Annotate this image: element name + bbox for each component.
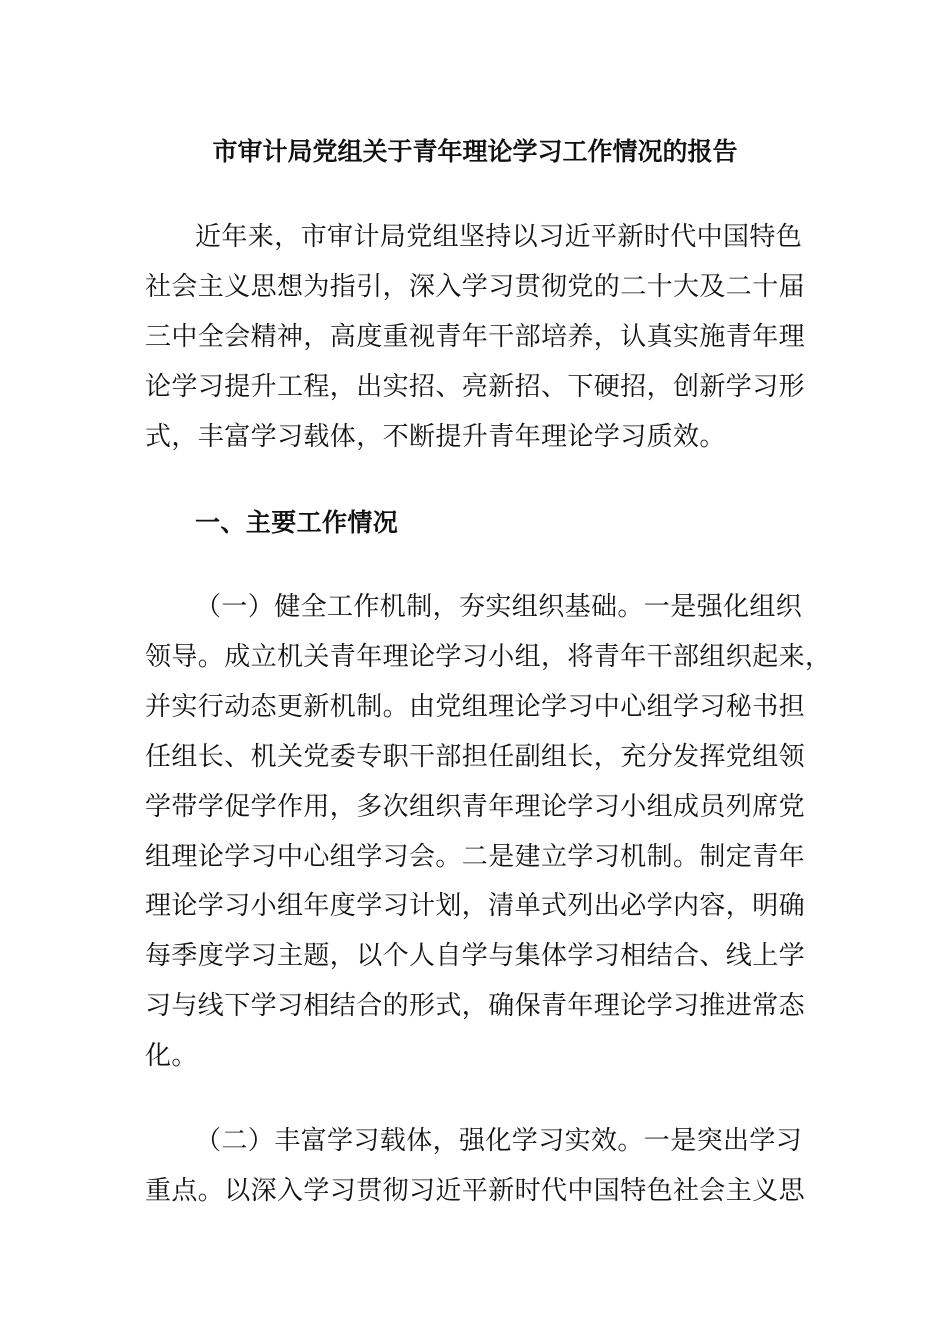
intro-line-5: 式，丰富学习载体，不断提升青年理论学习质效。	[145, 422, 726, 452]
sub1-line-5: 学带学促学作用，多次组织青年理论学习小组成员列席党	[145, 792, 806, 822]
sub1-line-4: 任组长、机关党委专职干部担任副组长，充分发挥党组领	[145, 742, 806, 772]
sub1-line-3: 并实行动态更新机制。由党组理论学习中心组学习秘书担	[145, 692, 806, 722]
sub2-line-2: 重点。以深入学习贯彻习近平新时代中国特色社会主义思	[145, 1176, 806, 1206]
intro-line-2: 社会主义思想为指引，深入学习贯彻党的二十大及二十届	[145, 272, 806, 302]
sub1-line-10: 化。	[145, 1041, 198, 1071]
sub1-line-7: 理论学习小组年度学习计划，清单式列出必学内容，明确	[145, 891, 806, 921]
intro-line-4: 论学习提升工程，出实招、亮新招、下硬招，创新学习形	[145, 372, 806, 402]
sub1-line-9: 习与线下学习相结合的形式，确保青年理论学习推进常态	[145, 991, 806, 1021]
document-title: 市审计局党组关于青年理论学习工作情况的报告	[212, 137, 738, 166]
sub1-line-2: 领导。成立机关青年理论学习小组，将青年干部组织起来，	[145, 642, 832, 672]
intro-line-3: 三中全会精神，高度重视青年干部培养，认真实施青年理	[145, 322, 806, 352]
sub2-line-1: （二）丰富学习载体，强化学习实效。一是突出学习	[195, 1126, 803, 1156]
sub1-line-6: 组理论学习中心组学习会。二是建立学习机制。制定青年	[145, 842, 806, 872]
intro-line-1: 近年来，市审计局党组坚持以习近平新时代中国特色	[195, 222, 803, 252]
section-1-heading: 一、主要工作情况	[195, 508, 399, 537]
sub1-line-8: 每季度学习主题，以个人自学与集体学习相结合、线上学	[145, 941, 806, 971]
sub1-line-1: （一）健全工作机制，夯实组织基础。一是强化组织	[195, 592, 803, 622]
